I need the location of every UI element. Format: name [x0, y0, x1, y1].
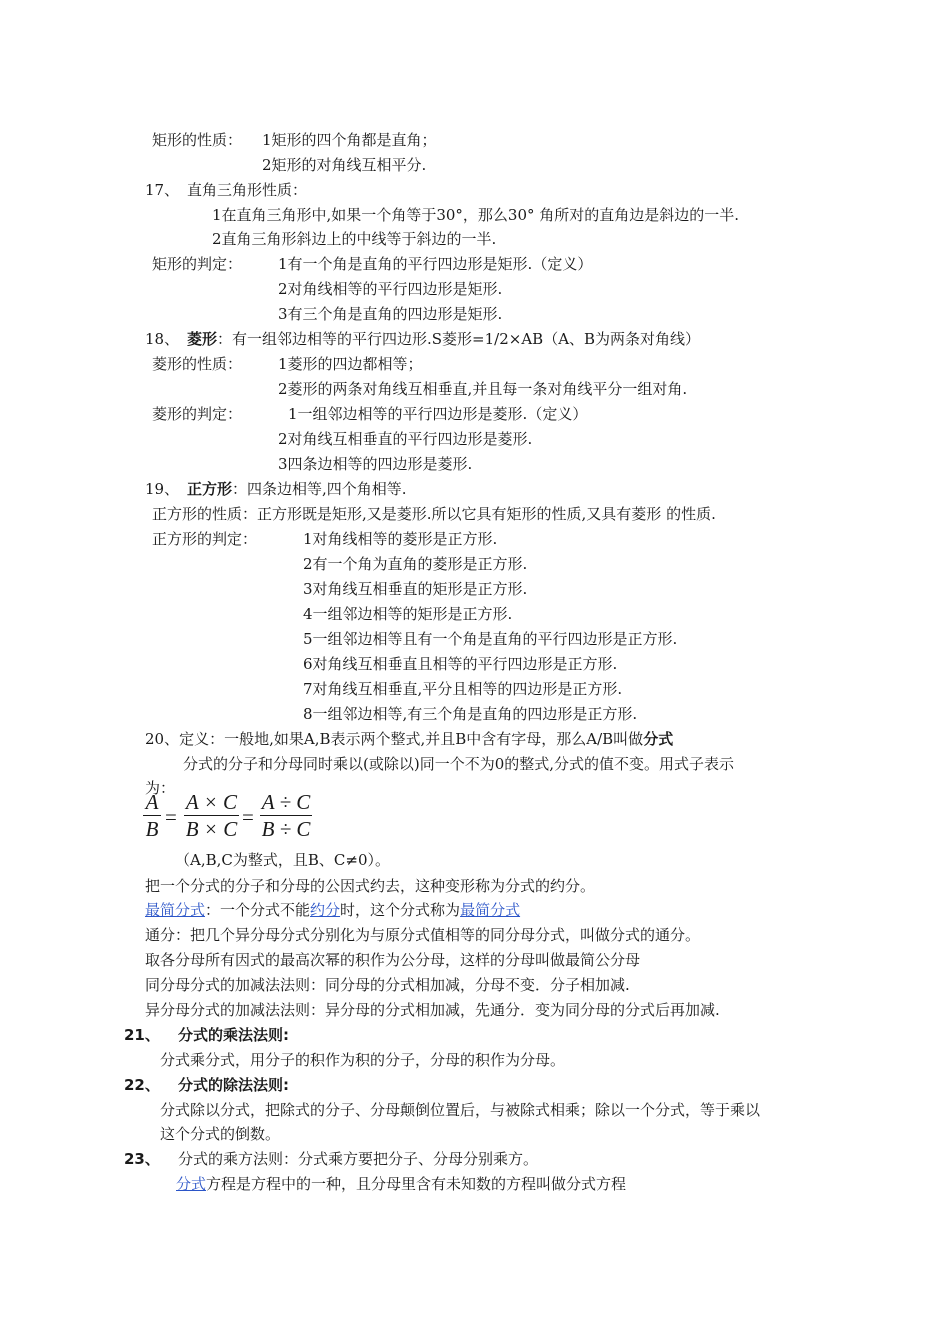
- section-19-heading: [187, 479, 407, 499]
- formula-condition: （A,B,C为整式，且B、C≠0）。: [175, 851, 390, 869]
- rect-judge-3: 3有三个角是直角的四边形是矩形.: [278, 305, 503, 323]
- rect-judge-1: 1有一个角是直角的平行四边形是矩形.（定义）: [278, 255, 593, 273]
- section-23-number: 23、: [124, 1150, 160, 1168]
- simplest-text-1: ：一个分式不能: [205, 901, 311, 919]
- rhombus-prop-2: 2菱形的两条对角线互相垂直,并且每一条对角线平分一组对角.: [278, 380, 688, 398]
- rect-judge-label: 矩形的判定：: [152, 255, 243, 273]
- fraction-multiply: [184, 790, 239, 841]
- lcd-definition: 取各分母所有因式的最高次幂的积作为公分母，这样的分母叫做最简公分母: [145, 951, 641, 969]
- fraction-1-bar: [143, 815, 161, 816]
- multiplication-rule: 分式乘分式，用分子的积作为积的分子，分母的积作为分母。: [160, 1051, 566, 1069]
- fraction-3-denominator: B ÷ C: [261, 817, 311, 841]
- right-triangle-prop-1: 1在直角三角形中,如果一个角等于30°，那么30° 角所对的直角边是斜边的一半.: [212, 206, 740, 224]
- rect-props-label: 矩形的性质：: [152, 131, 243, 149]
- section-18-heading: [187, 329, 700, 349]
- fraction-divide: [260, 790, 312, 841]
- simplest-fraction-link-2[interactable]: 最简分式: [460, 901, 521, 919]
- division-rule-line-2: 这个分式的倒数。: [160, 1125, 281, 1143]
- section-22-number: 22、: [124, 1076, 160, 1094]
- rect-judge-2: 2对角线相等的平行四边形是矩形.: [278, 280, 503, 298]
- rhombus-props-label: 菱形的性质：: [152, 355, 243, 373]
- rhombus-definition: ：有一组邻边相等的平行四边形.S菱形=1/2×AB（A、B为两条对角线）: [217, 330, 701, 348]
- fraction-link[interactable]: 分式: [176, 1175, 207, 1193]
- square-judge-7: 7对角线互相垂直,平分且相等的四边形是正方形.: [303, 680, 623, 698]
- fraction-3-numerator: A ÷ C: [261, 790, 311, 814]
- common-denominator-definition: 通分：把几个异分母分式分别化为与原分式值相等的同分母分式，叫做分式的通分。: [145, 926, 701, 944]
- equals-sign-2: =: [242, 805, 254, 829]
- square-judge-3: 3对角线互相垂直的矩形是正方形.: [303, 580, 528, 598]
- fractional-equation-definition: [176, 1174, 626, 1194]
- fraction-3-bar: [260, 815, 312, 816]
- square-judge-1: 1对角线相等的菱形是正方形.: [303, 530, 498, 548]
- section-18-number: 18、: [145, 330, 180, 348]
- section-20-definition: [145, 729, 673, 749]
- fraction-definition-text: 20、定义：一般地,如果A,B表示两个整式,并且B中含有字母，那么A/B叫做: [145, 730, 644, 748]
- square-definition: ：四条边相等,四个角相等.: [232, 480, 407, 498]
- square-judge-label: 正方形的判定：: [152, 530, 258, 548]
- fractional-equation-text: 方程是方程中的一种，且分母里含有未知数的方程叫做分式方程: [206, 1175, 627, 1193]
- rhombus-prop-1: 1菱形的四边都相等；: [278, 355, 423, 373]
- fraction-2-denominator: B × C: [185, 817, 238, 841]
- square-judge-6: 6对角线互相垂直且相等的平行四边形是正方形.: [303, 655, 618, 673]
- rect-prop-2: 2矩形的对角线互相平分.: [262, 156, 427, 174]
- division-rule-line-1: 分式除以分式，把除式的分子、分母颠倒位置后，与被除式相乘；除以一个分式，等于乘以: [160, 1101, 761, 1119]
- right-triangle-prop-2: 2直角三角形斜边上的中线等于斜边的一半.: [212, 230, 497, 248]
- rhombus-judge-3: 3四条边相等的四边形是菱形.: [278, 455, 473, 473]
- different-denominator-rule: 异分母分式的加减法法则：异分母的分式相加减，先通分．变为同分母的分式后再加减.: [145, 1001, 720, 1019]
- reduction-definition: 把一个分式的分子和分母的公因式约去，这种变形称为分式的约分。: [145, 877, 596, 895]
- fraction-property-line-1: 分式的分子和分母同时乘以(或除以)同一个不为0的整式,分式的值不变。用式子表示: [183, 755, 735, 773]
- square-judge-4: 4一组邻边相等的矩形是正方形.: [303, 605, 513, 623]
- power-rule: 分式的乘方法则：分式乘方要把分子、分母分别乘方。: [178, 1150, 539, 1168]
- square-props: 正方形的性质：正方形既是矩形,又是菱形.所以它具有矩形的性质,又具有菱形 的性质.: [152, 505, 716, 523]
- square-term: 正方形: [187, 480, 233, 498]
- rhombus-judge-label: 菱形的判定：: [152, 405, 243, 423]
- fraction-2-numerator: A × C: [185, 790, 238, 814]
- fraction-property-line-2: 为：: [145, 779, 176, 797]
- section-21-number: 21、: [124, 1026, 160, 1044]
- rhombus-judge-2: 2对角线互相垂直的平行四边形是菱形.: [278, 430, 533, 448]
- simplest-text-2: 时，这个分式称为: [340, 901, 461, 919]
- rhombus-judge-1: 1一组邻边相等的平行四边形是菱形.（定义）: [288, 405, 588, 423]
- section-22-title: 分式的除法法则:: [178, 1076, 289, 1094]
- fraction-formula: [143, 790, 323, 846]
- equals-sign-1: =: [165, 805, 177, 829]
- fraction-1-denominator: B: [145, 817, 159, 841]
- simplest-fraction-definition: [145, 900, 520, 920]
- fraction-1-numerator: A: [145, 790, 159, 814]
- square-judge-2: 2有一个角为直角的菱形是正方形.: [303, 555, 528, 573]
- fraction-term: 分式: [643, 730, 674, 748]
- fraction-a-over-b: [143, 790, 161, 841]
- square-judge-5: 5一组邻边相等且有一个角是直角的平行四边形是正方形.: [303, 630, 678, 648]
- section-17-number: 17、: [145, 181, 180, 199]
- rhombus-term: 菱形: [187, 330, 218, 348]
- simplest-fraction-link-1[interactable]: 最简分式: [145, 901, 206, 919]
- reduction-link[interactable]: 约分: [310, 901, 341, 919]
- section-19-number: 19、: [145, 480, 180, 498]
- square-judge-8: 8一组邻边相等,有三个角是直角的四边形是正方形.: [303, 705, 638, 723]
- rect-prop-1: 1矩形的四个角都是直角；: [262, 131, 437, 149]
- section-21-title: 分式的乘法法则:: [178, 1026, 289, 1044]
- section-17-title: 直角三角形性质：: [187, 181, 308, 199]
- same-denominator-rule: 同分母分式的加减法法则：同分母的分式相加减，分母不变．分子相加减.: [145, 976, 630, 994]
- fraction-2-bar: [184, 815, 239, 816]
